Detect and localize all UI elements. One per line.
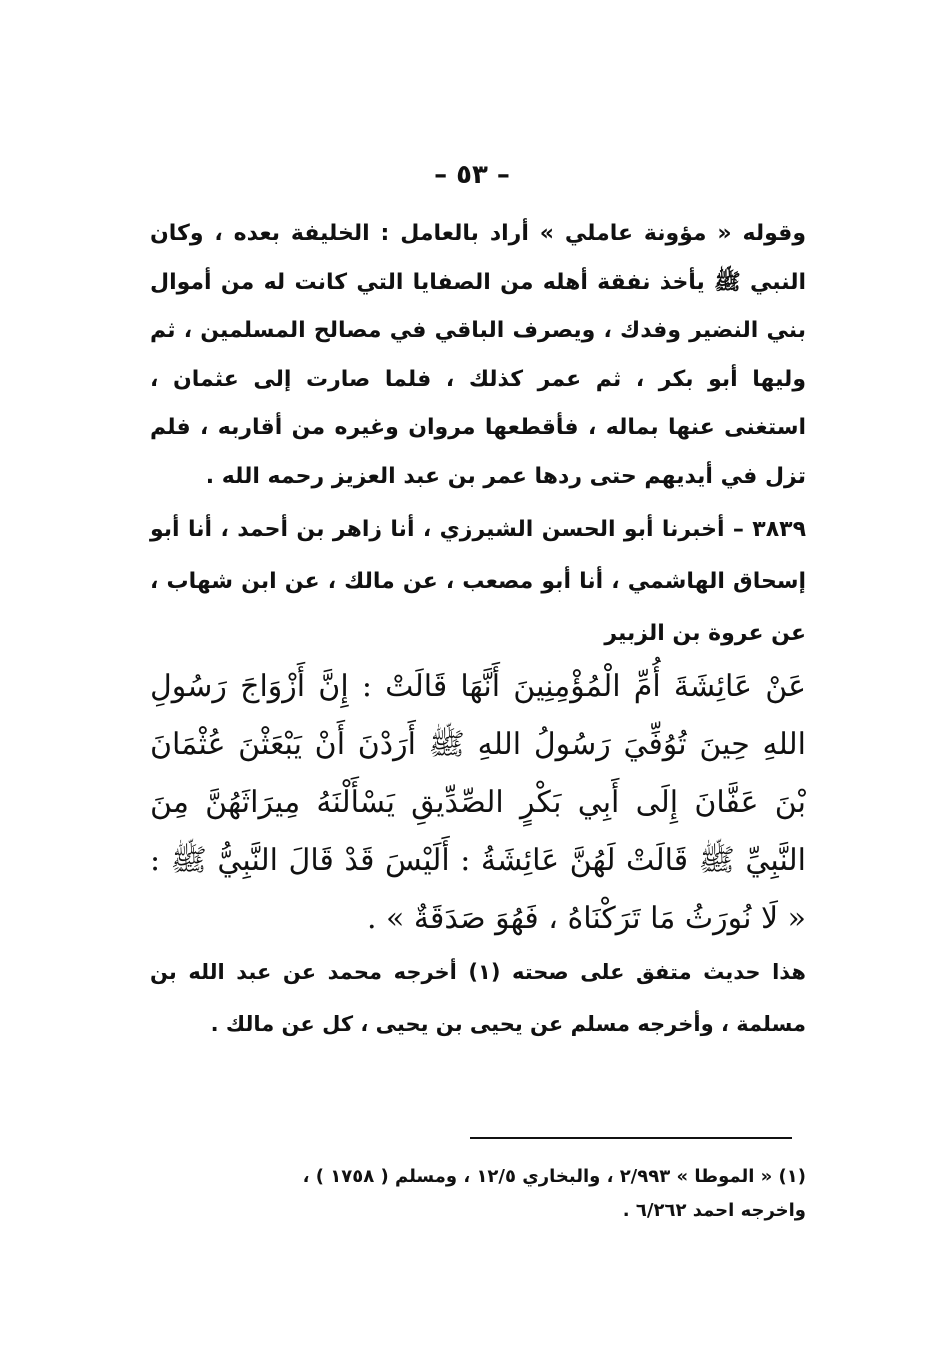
footnote: [150, 1160, 806, 1228]
isnad-paragraph: ٣٨٣٩ – أخبرنا أبو الحسن الشيرزي ، أنا زاهر بن أحمد ، أنا أبو إسحاق الهاشمي ، أنا أبو مصعب ، عن مالك ، عن ابن شهاب ، عن عروة بن الزبير: [150, 517, 806, 646]
takhrij-paragraph: هذا حديث متفق على صحته (١) أخرجه محمد عن عبد الله بن مسلمة ، وأخرجه مسلم عن يحيى بن يحيى ، كل عن مالك .: [150, 960, 806, 1036]
page-number: – ٥٣ –: [434, 160, 510, 190]
commentary-paragraph: وقوله « مؤونة عاملي » أراد بالعامل : الخليفة بعده ، وكان النبي ﷺ يأخذ نفقة أهله من الصفايا التي كانت له من أموال بني النضير وفدك ، ويصرف الباقي في مصالح المسلمين ، ثم وليها أبو بكر ، ثم عمر كذلك ، فلما صارت إلى عثمان ، استغنى عنها بماله ، فأقطعها مروان وغيره من أقاربه ، فلم تزل في أيديهم حتى ردها عمر بن عبد العزيز رحمه الله .: [150, 221, 806, 489]
footnote-line: (١) « الموطا » ٢/٩٩٣ ، والبخاري ١٢/٥ ، ومسلم ( ١٧٥٨ ) ،: [302, 1166, 806, 1187]
footnote-divider: [470, 1137, 792, 1139]
hadith-text: عَنْ عَائِشَةَ أُمِّ الْمُؤْمِنِينَ أَنَّهَا قَالَتْ : إِنَّ أَزْوَاجَ رَسُولِ اللهِ حِينَ تُوُفِّيَ رَسُولُ اللهِ ﷺ أَرَدْنَ أَنْ يَبْعَثْنَ عُثْمَانَ بْنَ عَفَّانَ إِلَى أَبِي بَكْرٍ الصِّدِّيقِ يَسْأَلْنَهُ مِيرَاثَهُنَّ مِنَ النَّبِيِّ ﷺ قَالَتْ لَهُنَّ عَائِشَةُ : أَلَيْسَ قَدْ قَالَ النَّبِيُّ ﷺ : « لَا نُورَثُ مَا تَرَكْنَاهُ ، فَهُوَ صَدَقَةٌ » .: [150, 669, 806, 936]
footnote-line: واخرجه احمد ٦/٢٦٢ .: [622, 1200, 806, 1221]
